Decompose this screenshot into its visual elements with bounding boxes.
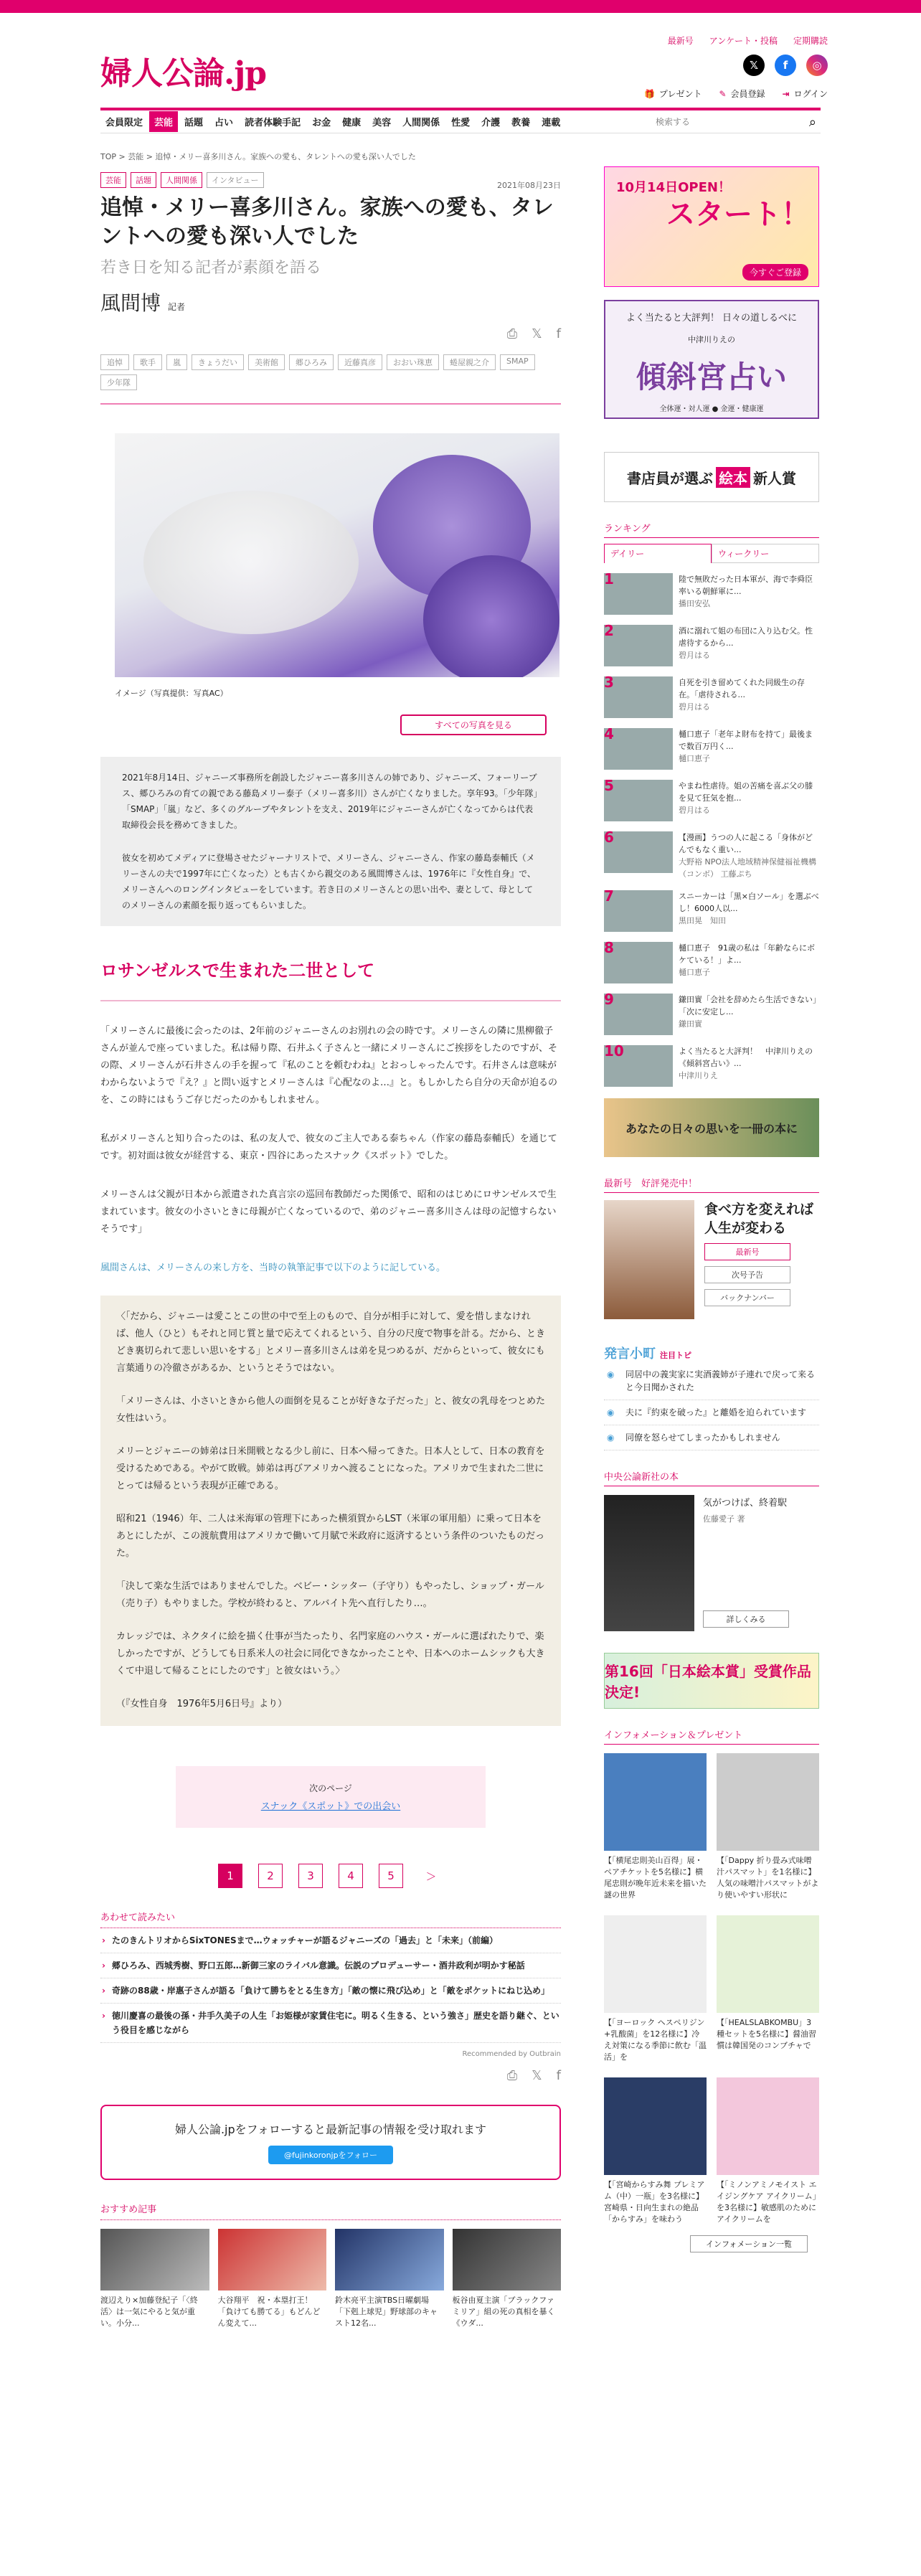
latest-issue-link[interactable]: 最新号: [667, 36, 694, 46]
info-text: 【「横尾忠則美山百得」展・ペアチケットを5名様に】横尾忠則が晩年近未来を描いた謎の世界: [604, 1856, 707, 1900]
survey-link[interactable]: アンケート・投稿: [709, 36, 778, 46]
nav-item-love[interactable]: 性愛: [451, 118, 471, 128]
rank-number: 6: [604, 829, 614, 846]
site-header: [0, 13, 921, 105]
publish-date: 2021年08月23日: [497, 181, 561, 190]
rank-author: 鎌田實: [679, 1019, 702, 1029]
recommend-item[interactable]: [453, 2229, 562, 2329]
rank-number: 9: [604, 991, 614, 1008]
related-item[interactable]: › 徳川慶喜の最後の孫・井手久美子の人生「お姫様が家賃住宅に。明るく生きる、という強さ」歴史を語り継ぐ、という役目を感じながら: [100, 2004, 561, 2043]
header-links: [644, 88, 828, 100]
related-list: [100, 1928, 561, 2043]
info-thumb: [717, 2077, 819, 2175]
rank-number: 8: [604, 939, 614, 956]
komachi-logo[interactable]: 発言小町: [604, 1346, 656, 1362]
rank-author: 播田安弘: [679, 599, 710, 608]
recommend-title: おすすめ記事: [100, 2202, 561, 2220]
komachi-badge: 注目トピ: [660, 1351, 691, 1360]
ad1-button[interactable]: 今すぐご登録: [742, 264, 808, 280]
section-heading: ロサンゼルスで生まれた二世として: [100, 956, 561, 1001]
tag-interview[interactable]: インタビュー: [207, 172, 264, 188]
present-link[interactable]: [644, 88, 702, 100]
nav-items: [100, 111, 565, 132]
next-page-link[interactable]: スナック《スポット》での出会い: [260, 1801, 401, 1812]
rank-text: [679, 994, 819, 1035]
rank-title: やまね性虐待。姐の苦痛を喜ぶ父の膝を見て狂気を抱...: [679, 781, 813, 803]
rank-thumb: [604, 625, 673, 666]
nav-item-health[interactable]: 健康: [342, 118, 362, 128]
login-label: ログイン: [793, 89, 828, 99]
ranking-item[interactable]: [604, 887, 819, 932]
rank-thumb: [604, 573, 673, 615]
rank-author: 碧月はる: [679, 651, 710, 660]
nav-item-series[interactable]: 連載: [542, 118, 561, 128]
tab-weekly[interactable]: ウィークリー: [712, 544, 819, 563]
utility-links: [668, 34, 828, 47]
recommend-list: [100, 2229, 561, 2329]
ranking-item[interactable]: [604, 777, 819, 821]
ad2-top: よく当たると大評判！ 日々の道しるべに: [625, 313, 798, 324]
book-name: 気がつけば、終着駅: [703, 1498, 788, 1509]
pagination: [100, 1864, 561, 1888]
next-page-box: [176, 1766, 486, 1828]
quote-source: （『女性自身 1976年5月6日号』より）: [116, 1699, 288, 1709]
x-share-icon[interactable]: 𝕏: [532, 326, 542, 341]
rank-number: 4: [604, 725, 614, 742]
ranking-item[interactable]: [604, 831, 819, 880]
rank-title: 樋口恵子 91歳の私は「年齢ならにボケている！」よ...: [679, 943, 815, 965]
share-bar-bottom: [100, 2068, 561, 2083]
follow-x-button[interactable]: @fujinkoronjpをフォロー: [268, 2146, 393, 2164]
rank-thumb: [604, 728, 673, 770]
keyword-tag[interactable]: おおい珠恵: [387, 354, 439, 370]
search-input[interactable]: [656, 117, 785, 127]
rank-author: 黒田晃 知田: [679, 916, 726, 925]
membership-ad[interactable]: [604, 166, 819, 287]
info-item[interactable]: [717, 1753, 819, 1901]
quote-box: [100, 1296, 561, 1726]
ranking-item[interactable]: [604, 676, 819, 718]
info-thumb: [604, 1753, 707, 1851]
article-column: [100, 151, 561, 2329]
recommend-text: 大谷翔平 祝・本塁打王！「負けても勝てる」もどんどん変えて...: [217, 2296, 321, 2328]
book-detail-button[interactable]: 詳しくみる: [703, 1610, 789, 1628]
book-cover[interactable]: [604, 1495, 694, 1631]
breadcrumb[interactable]: TOP > 芸能 > 追悼・メリー喜多川さん。家族への愛も、タレントへの愛も深い人でした: [100, 152, 416, 161]
info-item[interactable]: [604, 1915, 707, 2063]
komachi-topic[interactable]: ◉ 夫に『約束を破った』と離婚を迫られています: [604, 1400, 819, 1425]
body-note: 風間さんは、メリーさんの来し方を、当時の執筆記事で以下のように記している。: [100, 1263, 446, 1273]
rank-text: [679, 1045, 819, 1087]
rank-thumb: [604, 890, 673, 932]
rank-thumb: [604, 942, 673, 983]
nav-item-fortune[interactable]: 占い: [214, 118, 234, 128]
author-name[interactable]: 風間博: [100, 291, 161, 315]
page-2[interactable]: 2: [258, 1864, 283, 1888]
rank-number: 7: [604, 887, 614, 905]
latest-title-text: 最新号: [604, 1179, 633, 1189]
tag-topics[interactable]: 話題: [131, 172, 156, 188]
global-nav: [100, 108, 821, 133]
rank-text: [679, 676, 819, 718]
recommend-text: 渡辺えり×加藤登紀子「〈終活〉は一気にやると気が重い。小分...: [100, 2296, 198, 2328]
recommend-item[interactable]: [335, 2229, 444, 2329]
rank-number: 10: [604, 1042, 624, 1060]
back-numbers-button[interactable]: バックナンバー: [704, 1289, 790, 1306]
all-photos-button[interactable]: すべての写真を見る: [400, 714, 547, 735]
quote-paragraph: 「メリーさんは、小さいときから他人の面倒を見ることが好きな子だった」と、彼女の乳母をつとめた女性はいう。: [116, 1396, 546, 1424]
info-text: 【「Dappy 折り畳み式味噌汁パスマット」を1名様に】人気の味噌汁パスマットがより使いやすい形状に: [717, 1856, 819, 1900]
info-item[interactable]: [604, 1753, 707, 1901]
article-photo[interactable]: [115, 433, 559, 677]
rank-author: 樋口恵子: [679, 754, 710, 763]
info-thumb: [604, 2077, 707, 2175]
ad3-mid: 絵本: [716, 467, 750, 488]
author: [100, 288, 561, 316]
ad2-bottom: 全体運・対人運 ● 金運・健康運: [659, 405, 764, 413]
keyword-tag[interactable]: 追悼: [100, 354, 129, 370]
info-grid: [604, 1753, 819, 2225]
rank-title: よく当たると大評判！ 中津川りえの《傾斜宮占い》...: [679, 1047, 813, 1068]
nav-item-care[interactable]: 介護: [481, 118, 501, 128]
nav-item-relations[interactable]: 人間関係: [402, 118, 440, 128]
related-item[interactable]: › 郷ひろみ、西城秀樹、野口五郎…新御三家のライバル意識。伝説のプロデューサー・酒井政利が明かす秘話: [100, 1953, 561, 1978]
rank-title: 酒に溺れて姐の布団に入り込む父。性虐待するから...: [679, 626, 813, 648]
rank-thumb: [604, 676, 673, 718]
komachi-topic[interactable]: ◉ 同居中の義実家に実酒義姉が子連れで戻って来ると今日聞かされた: [604, 1362, 819, 1400]
quote-paragraph: メリーとジャニーの姉弟は日米開戦となる少し前に、日本へ帰ってきた。日本人として、日本の教育を受けるためである。やがて敗戦。姉弟は再びアメリカへ渡ることになった。アメリカで生まれた二世にとっては帰るという表現が正確である。: [116, 1446, 545, 1491]
self-publishing-banner[interactable]: あなたの日々の思いを一冊の本に: [604, 1098, 819, 1157]
rank-thumb: [604, 831, 673, 873]
ranking-item[interactable]: [604, 570, 819, 615]
rank-title: スニーカーは「黒×白ソール」を選ぶべし！6000人以...: [679, 892, 819, 913]
ad3-pre: 書店員が選ぶ: [627, 469, 713, 487]
rank-thumb: [604, 780, 673, 821]
sidebar: [604, 166, 819, 2252]
info-text: 【「ミノンアミノモイスト エイジングケア アイクリーム」を3名様に】敏感肌のためにアイクリームを: [717, 2180, 817, 2224]
lead-box: [100, 757, 561, 926]
nav-item-reader-stories[interactable]: 読者体験手記: [245, 118, 301, 128]
info-list-button[interactable]: インフォメーション一覧: [690, 2235, 808, 2252]
search-box: [656, 113, 821, 131]
ad2-sub: 中津川りえの: [688, 335, 735, 344]
picture-book-award-ad[interactable]: [604, 452, 819, 502]
site-logo[interactable]: 婦人公論.jp: [100, 55, 267, 92]
article-title: 追悼・メリー喜多川さん。家族への愛も、タレントへの愛も深い人でした: [100, 195, 554, 249]
quote-paragraph: 「決して楽な生活ではありませんでした。ベビー・シッター（子守り）もやったし、ショップ・ガール（売り子）もやりました。学校が終わると、アルバイト先へ直行したり…。: [116, 1581, 544, 1609]
register-link[interactable]: [719, 88, 765, 100]
info-text: 【「宮崎からすみ舞 プレミアム（中）一瓶」を3名様に】宮崎県・日向生まれの絶品「からすみ」を味わう: [604, 2180, 705, 2224]
rank-title: 鎌田實「会社を辞めたら生活できない」「次に安定し...: [679, 995, 817, 1016]
book-section-title: 中央公論新社の本: [604, 1469, 819, 1486]
quote-paragraph: 〈「だから、ジャニーは愛ことこの世の中で至上のもので、自分が相手に対して、愛を惜しまなければ、他人（ひと）もそれと同じ質と量で応えてくれるという、自分の尺度で物事を計る。だから、ときどき裏切られて悲しい思いをする」とメリー喜多川さんは弟を見つめるが、だからといって、彼女にも言葉通りの冷徹さがあるか、というとそうではない。: [116, 1311, 546, 1374]
nav-item-topics[interactable]: 話題: [184, 118, 204, 128]
recommend-item[interactable]: [218, 2229, 327, 2329]
rank-text: [679, 831, 819, 880]
rank-text: [679, 942, 819, 983]
rank-title: 樋口恵子「老年よ財布を持て」最後まで数百万円く...: [679, 730, 813, 751]
author-role: 記者: [168, 302, 186, 312]
login-icon: ⇥: [782, 89, 790, 99]
quote-paragraph: 昭和21（1946）年、二人は米海軍の管理下にあった横須賀からLST（米軍の軍用船）に乗って日本をあとにしたが、この渡航費用はアメリカで働いて月賦で米政府に返済するという条件のついたものだった。: [116, 1514, 545, 1559]
nav-item-culture[interactable]: 教養: [511, 118, 531, 128]
quote-paragraph: カレッジでは、ネクタイに絵を描く仕事が当たったり、名門家庭のハウス・ガールに選ばれたりで、楽しかったですが、どうしても日系米人の社会に同化できなかったことや、日本へのホームシックも大きくて中退して帰ることにしたのです」と彼女はいう。〉: [116, 1631, 545, 1676]
ad1-title: 10月14日OPEN！: [616, 180, 731, 195]
lead-paragraph: 2021年8月14日、ジャニーズ事務所を創設したジャニー喜多川さんの姉であり、ジャニーズ、フォーリーブス、郷ひろみの育ての親である藤島メリー泰子（メリー喜多川）さんが亡くなりました。享年93。「少年隊」「SMAP」「嵐」など、多くのグループやタレントを支え、2019年にジャニーさんが亡くなってからは代表取締役会長を務めてきました。: [122, 773, 538, 830]
rank-author: 中津川りえ: [679, 1071, 718, 1080]
article-body: [100, 1023, 561, 1277]
x-icon[interactable]: 𝕏: [743, 55, 765, 76]
ranking-tabs: [604, 544, 819, 563]
recommend-item[interactable]: [100, 2229, 209, 2329]
instagram-icon[interactable]: ◎: [806, 55, 828, 76]
komachi-title: [604, 1344, 819, 1362]
recommend-thumb: [453, 2229, 562, 2290]
info-item[interactable]: [717, 1915, 819, 2063]
rank-author: 碧月はる: [679, 702, 710, 712]
ad2-main: 傾斜宮占い: [636, 359, 787, 395]
social-icons: [743, 55, 828, 76]
latest-issue: [604, 1200, 819, 1319]
rank-number: 1: [604, 570, 614, 588]
rank-number: 5: [604, 777, 614, 794]
share-bar-top: [100, 326, 561, 341]
info-thumb: [717, 1753, 819, 1851]
nav-item-beauty[interactable]: 美容: [372, 118, 392, 128]
gift-icon: 🎁: [643, 89, 655, 99]
recommend-thumb: [218, 2229, 327, 2290]
follow-box: [100, 2105, 561, 2180]
x-share-icon[interactable]: 𝕏: [532, 2068, 542, 2083]
related-item[interactable]: › たのきんトリオからSixTONESまで…ウォッチャーが語るジャニーズの「過去」と「未来」（前編）: [100, 1928, 561, 1953]
info-item[interactable]: [604, 2077, 707, 2225]
latest-issue-title: [604, 1176, 819, 1193]
next-page-arrow[interactable]: ＞: [425, 1869, 437, 1883]
search-icon[interactable]: ⌕: [808, 114, 816, 130]
rank-author: 碧月はる: [679, 806, 710, 815]
top-accent-bar: [0, 0, 921, 13]
latest-headline: 食べ方を変えれば人生が変わる: [704, 1202, 814, 1236]
fortune-ad[interactable]: [604, 300, 819, 419]
print-icon[interactable]: ⎙: [506, 2068, 518, 2083]
nav-item-money[interactable]: お金: [312, 118, 331, 128]
next-issue-button[interactable]: 次号予告: [704, 1266, 790, 1283]
info-item[interactable]: [717, 2077, 819, 2225]
latest-issue-button[interactable]: 最新号: [704, 1243, 790, 1260]
info-text: 【「ヨーロック ヘスペリジン+乳酸菌」を12名様に】冷え対策になる季節に飲む「温活」を: [604, 2018, 707, 2062]
ranking-item[interactable]: [604, 725, 819, 770]
ranking-item[interactable]: [604, 939, 819, 983]
lead-paragraph: 彼女を初めてメディアに登場させたジャーナリストで、メリーさん、ジャニーさん、作家の藤島泰輔氏（メリーさんの夫で1997年に亡くなった）とも古くから親交のある風間博さんは、1976年に『女性自身』で、メリーさんへのロングインタビューをしています。若き日のメリーさんとの思い出や、妻として、母としてのメリーさんの素顔を振り返ってもらいました。: [122, 853, 536, 910]
rank-title: 【漫画】うつの人に起こる「身体がどんでもなく重い...: [679, 833, 813, 854]
page-3[interactable]: 3: [298, 1864, 323, 1888]
recommend-text: 鈴木亮平主演TBS日曜劇場「下剋上球児」野球部のキャスト12名...: [335, 2296, 438, 2328]
body-paragraph: メリーさんは父親が日本から派遣された真言宗の巡回布教師だった関係で、昭和のはじめにロサンゼルスで生まれています。彼女の小さいときに母親が亡くなっているので、弟のジャニー喜多川さんは母の記憶すらないそうです」: [100, 1189, 557, 1235]
facebook-share-icon[interactable]: f: [556, 326, 561, 341]
info-thumb: [717, 1915, 819, 2013]
info-thumb: [604, 1915, 707, 2013]
nav-item-entertainment[interactable]: 芸能: [149, 111, 178, 132]
rank-author: 樋口恵子: [679, 968, 710, 977]
login-link[interactable]: [783, 88, 828, 100]
picture-book-prize-banner[interactable]: 第16回「日本絵本賞」受賞作品決定!: [604, 1653, 819, 1709]
ad3-post: 新人賞: [753, 469, 796, 487]
ranking-list: [604, 570, 819, 1087]
ad1-big: スタート！: [666, 198, 810, 231]
rank-text: [679, 625, 819, 666]
related-title: あわせて読みたい: [100, 1910, 561, 1928]
tag-entertainment[interactable]: 芸能: [100, 172, 126, 188]
keyword-tags: [100, 354, 545, 390]
rank-title: 陸で無敗だった日本軍が、海で李舜臣率いる朝鮮軍に...: [679, 575, 813, 596]
body-paragraph: 「メリーさんに最後に会ったのは、2年前のジャニーさんのお別れの会の時です。メリーさんの隣に黒柳徹子さんが並んで座っていました。私は帰り際、石井ふく子さんと一緒にメリーさんにご挨拶をしたのですが、その際、メリーさんが石井さんの手を握って『私のことを頼むわね』とおっしゃったんです。石井さんは意味がわからないようで『え？』と問い返すとメリーさんは『心配なのよ…』と。もしかしたら自分の天命が迫るのを、この時にはもうご存じだったのかもしれません。: [100, 1026, 558, 1105]
photo-caption: イメージ（写真提供：写真AC）: [115, 689, 228, 698]
article-tags: [100, 172, 561, 188]
info-title: インフォメーション＆プレゼント: [604, 1727, 819, 1745]
latest-badge: 好評発売中！: [641, 1179, 698, 1189]
keyword-tag[interactable]: 少年隊: [100, 374, 137, 390]
rank-text: [679, 780, 819, 821]
komachi-topic[interactable]: ◉ 同僚を怒らせてしまったかもしれません: [604, 1425, 819, 1450]
outbrain-credit[interactable]: Recommended by Outbrain: [462, 2050, 561, 2058]
rank-author: 大野裕 NPO法人地域精神保健福祉機構（コンボ） 工藤ぷち: [679, 857, 817, 879]
next-page-label: 次のページ: [309, 1783, 352, 1793]
ranking-item[interactable]: [604, 991, 819, 1035]
recommend-thumb: [100, 2229, 209, 2290]
page-5[interactable]: 5: [379, 1864, 403, 1888]
rank-thumb: [604, 994, 673, 1035]
print-icon[interactable]: ⎙: [506, 326, 518, 341]
rank-number: 3: [604, 674, 614, 691]
pen-icon: ✎: [719, 89, 727, 99]
keyword-tag[interactable]: 郷ひろみ: [289, 354, 334, 370]
divider: [100, 403, 561, 405]
tag-relations[interactable]: 人間関係: [161, 172, 202, 188]
recommend-thumb: [335, 2229, 444, 2290]
present-label: プレゼント: [658, 89, 702, 99]
info-text: 【「HEALSLABKOMBU」3種セットを5名様に】醤油習慣は韓国発のコンブチャで: [717, 2018, 816, 2050]
magazine-cover[interactable]: [604, 1200, 694, 1319]
related-item[interactable]: › 奇跡の88歳・岸惠子さんが語る「負けて勝ちをとる生き方」「敵の懐に飛び込め」と「敵をポケットにねじ込め」: [100, 1978, 561, 2004]
ranking-item[interactable]: [604, 622, 819, 666]
facebook-icon[interactable]: f: [775, 55, 796, 76]
rank-number: 2: [604, 622, 614, 639]
article-subtitle: 若き日を知る記者が素顔を語る: [100, 259, 322, 277]
recommend-text: 板谷由夏主演「ブラックファミリア」組の死の真相を暴く《ウダ...: [452, 2296, 555, 2328]
rank-title: 自死を引き留めてくれた同級生の存在。「虐待される...: [679, 678, 805, 699]
register-label: 会員登録: [730, 89, 765, 99]
book-author: 佐藤愛子 著: [703, 1514, 745, 1524]
page-4[interactable]: 4: [339, 1864, 363, 1888]
rank-text: [679, 573, 819, 615]
ranking-title: ランキング: [604, 521, 819, 538]
subscription-link[interactable]: 定期購読: [793, 36, 828, 46]
nav-item-members[interactable]: 会員限定: [105, 118, 143, 128]
rank-text: [679, 728, 819, 770]
keyword-tag[interactable]: 蜷屋親之介: [443, 354, 496, 370]
ranking-item[interactable]: [604, 1042, 819, 1087]
tab-daily[interactable]: デイリー: [604, 544, 712, 563]
rank-text: [679, 890, 819, 932]
follow-text: 婦人公論.jpをフォローすると最新記事の情報を受け取れます: [174, 2123, 487, 2136]
page-1[interactable]: 1: [218, 1864, 242, 1888]
featured-book: [604, 1495, 819, 1631]
keyword-tag[interactable]: SMAP: [500, 354, 535, 370]
keyword-tag[interactable]: 嵐: [166, 354, 187, 370]
keyword-tag[interactable]: 美術館: [248, 354, 285, 370]
keyword-tag[interactable]: 歌手: [133, 354, 162, 370]
body-paragraph: 私がメリーさんと知り合ったのは、私の友人で、彼女のご主人である泰ちゃん（作家の藤島泰輔氏）を通じてです。初対面は彼女が経営する、東京・四谷にあったスナック《スポット》でした。: [100, 1133, 557, 1161]
facebook-share-icon[interactable]: f: [556, 2068, 561, 2083]
keyword-tag[interactable]: きょうだい: [192, 354, 244, 370]
keyword-tag[interactable]: 近藤真彦: [338, 354, 382, 370]
